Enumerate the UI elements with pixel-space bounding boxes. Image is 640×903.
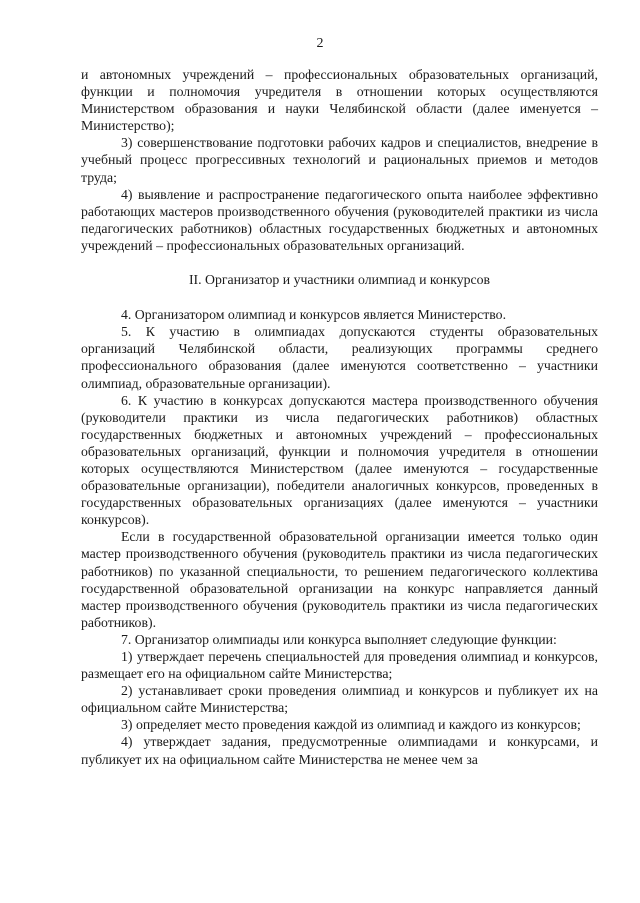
document-body	[81, 66, 598, 768]
paragraph-function-3: 3) определяет место проведения каждой из олимпиад и каждого из конкурсов;	[121, 717, 581, 733]
page-number: 2	[316, 36, 324, 51]
paragraph-function-4: 4) утверждает задания, предусмотренные олимпиадами и конкурсами, и публикует их на официальном сайте Министерства не менее чем за	[81, 734, 598, 767]
paragraph-clause-5: 5. К участию в олимпиадах допускаются студенты образовательных организаций Челябинской области, реализующих программы среднего профессионального образования (далее именуются соответственно – участники олимпиад, образовательные организации).	[81, 324, 598, 391]
paragraph-continuation: и автономных учреждений – профессиональных образовательных организаций, функции и полномочия учредителя в отношении которых осуществляются Министерством образования и науки Челябинской области (далее именуется – Министерство);	[81, 67, 598, 134]
paragraph-clause-4: 4. Организатором олимпиад и конкурсов является Министерство.	[121, 307, 507, 323]
section-heading: II. Организатор и участники олимпиад и конкурсов	[188, 272, 491, 288]
paragraph-clause-7: 7. Организатор олимпиады или конкурса выполняет следующие функции:	[121, 631, 557, 647]
paragraph-clause-6: 6. К участию в конкурсах допускаются мастера производственного обучения (руководители практики из числа педагогических работников) областных государственных бюджетных и автономных учреждений – профессиональных образовательных организаций, функции и полномочия учредителя в отношении которых осуществляются Министерством (далее именуются – государственные образовательные организации), победители аналогичных конкурсов, проведенных в государственных образовательных организациях (далее именуются – участники конкурсов).	[81, 392, 598, 528]
paragraph-function-1: 1) утверждает перечень специальностей для проведения олимпиад и конкурсов, размещает его на официальном сайте Министерства;	[81, 649, 598, 682]
paragraph-single-master: Если в государственной образовательной организации имеется только один мастер производственного обучения (руководитель практики из числа педагогических работников) по указанной специальности, то решением педагогического коллектива государственной образовательной организации на конкурс направляется данный мастер производственного обучения (руководитель практики из числа педагогических работников).	[81, 529, 598, 630]
paragraph-function-2: 2) устанавливает сроки проведения олимпиад и конкурсов и публикует их на официальном сайте Министерства;	[81, 683, 598, 716]
paragraph-item-3: 3) совершенствование подготовки рабочих кадров и специалистов, внедрение в учебный процесс прогрессивных технологий и рациональных приемов и методов труда;	[81, 135, 598, 185]
paragraph-item-4: 4) выявление и распространение педагогического опыта наиболее эффективно работающих мастеров производственного обучения (руководителей практики из числа педагогических работников) областных государственных бюджетных и автономных учреждений – профессиональных образовательных организаций.	[81, 186, 598, 253]
